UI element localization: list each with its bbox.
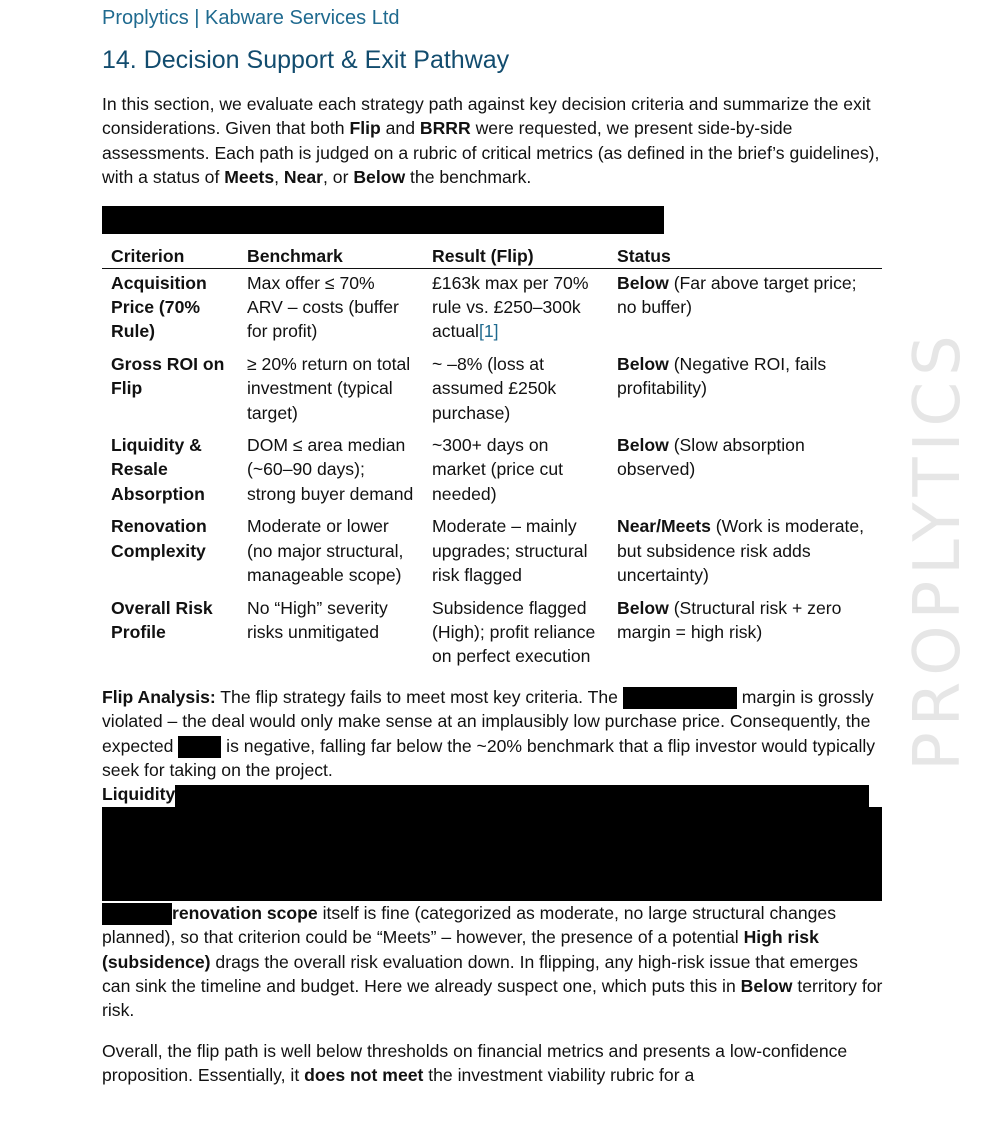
status-label: Below: [617, 353, 669, 374]
renovation-text: territory for risk.: [102, 975, 883, 1021]
intro-text: In this section, we evaluate each strategy path against key decision criteria and summarize the exit considerations. Given that both: [102, 94, 871, 139]
header-status: Status: [608, 244, 882, 269]
table-header-row: [102, 244, 882, 269]
document-page: [102, 0, 884, 1108]
status-label: Below: [617, 435, 669, 456]
intro-text: the benchmark.: [405, 167, 532, 188]
overall-paragraph: [102, 1039, 884, 1088]
flip-text: The flip strategy fails to meet most key criteria. The: [215, 686, 623, 707]
renovation-bold: renovation scope: [172, 902, 318, 923]
result-cell: [423, 268, 608, 350]
status-cell: [608, 431, 882, 512]
status-note: (Far above target price; no buffer): [617, 272, 857, 318]
criterion-cell: Gross ROI on Flip: [111, 353, 225, 399]
table-row: [102, 431, 882, 512]
redacted-term: [178, 736, 221, 758]
status-cell: [608, 350, 882, 431]
intro-bold-flip: Flip: [349, 118, 381, 139]
benchmark-cell: No “High” severity risks unmitigated: [247, 597, 388, 642]
status-cell: [608, 594, 882, 675]
criteria-table: [102, 244, 882, 675]
intro-bold-meets: Meets: [224, 167, 275, 188]
table-row: [102, 268, 882, 350]
benchmark-cell: ≥ 20% return on total investment (typical target): [247, 353, 411, 423]
flip-analysis-paragraph: [102, 685, 884, 783]
document-header: Proplytics | Kabware Services Ltd: [102, 7, 400, 29]
status-label: Below: [617, 272, 669, 293]
criterion-cell: Acquisition Price (70% Rule): [111, 272, 207, 342]
renovation-text: itself is fine (categorized as moderate, no large structural changes planned), so that criterion could be “Meets” – however, the presence of a potential: [102, 902, 836, 948]
status-label: Below: [617, 597, 669, 618]
intro-bold-below: Below: [353, 167, 406, 188]
status-note: (Work is moderate, but subsidence risk adds uncertainty): [617, 516, 865, 586]
intro-bold-near: Near: [283, 167, 324, 188]
status-cell: [608, 512, 882, 593]
intro-text: ,: [274, 167, 284, 188]
status-note: (Structural risk + zero margin = high risk): [617, 597, 842, 642]
intro-text: were requested, we present side-by-side assessments. Each path is judged on a rubric of critical metrics (as defined in the brief’s guidelines), with a status of: [102, 118, 880, 188]
watermark: [893, 200, 983, 900]
table-row: [102, 350, 882, 431]
status-label: Near/Meets: [617, 516, 711, 537]
renovation-bold: Below: [740, 975, 793, 996]
status-note: (Negative ROI, fails profitability): [617, 353, 827, 399]
overall-bold: does not meet: [304, 1065, 424, 1086]
intro-text: , or: [323, 167, 354, 188]
header-result: Result (Flip): [423, 244, 608, 269]
watermark-text: PROPLYTICS: [901, 329, 975, 771]
flip-analysis-label: Flip Analysis:: [102, 686, 216, 707]
renovation-bold: High risk (subsidence): [102, 927, 819, 972]
renovation-text: drags the overall risk evaluation down. In flipping, any high-risk issue that emerges can sink the timeline and budget. Here we already suspect one, which puts this in: [102, 951, 858, 996]
criterion-cell: Overall Risk Profile: [111, 597, 213, 642]
redacted-liquidity-text: [175, 785, 869, 807]
flip-text: margin is grossly violated – the deal would only make sense at an implausibly low purchase price. Consequently, the expected: [102, 686, 874, 756]
header-benchmark: Benchmark: [238, 244, 423, 269]
intro-text: and: [380, 118, 420, 139]
liquidity-paragraph: [102, 782, 884, 806]
overall-text: the investment viability rubric for a: [423, 1065, 695, 1086]
redacted-term: [102, 903, 172, 925]
criterion-cell: Liquidity & Resale Absorption: [111, 435, 205, 504]
result-text: £163k max per 70% rule vs. £250–300k actual: [432, 272, 589, 342]
redacted-table-caption: [102, 206, 664, 234]
criterion-cell: Renovation Complexity: [111, 516, 207, 561]
benchmark-cell: DOM ≤ area median (~60–90 days); strong buyer demand: [247, 435, 414, 504]
status-note: (Slow absorption observed): [617, 435, 805, 480]
benchmark-cell: Moderate or lower (no major structural, manageable scope): [247, 516, 404, 586]
result-cell: ~300+ days on market (price cut needed): [432, 435, 564, 504]
table-row: [102, 512, 882, 593]
citation-link[interactable]: [1]: [478, 321, 499, 342]
table-row: [102, 594, 882, 675]
result-cell: Moderate – mainly upgrades; structural risk flagged: [432, 516, 588, 586]
benchmark-cell: Max offer ≤ 70% ARV – costs (buffer for profit): [247, 272, 399, 342]
section-title: 14. Decision Support & Exit Pathway: [102, 46, 510, 74]
liquidity-label: Liquidity: [102, 784, 176, 805]
result-cell: ~ –8% (loss at assumed £250k purchase): [432, 353, 557, 423]
header-criterion: Criterion: [102, 244, 238, 269]
overall-text: Overall, the flip path is well below thresholds on financial metrics and presents a low-confidence proposition. Essentially, it: [102, 1040, 848, 1086]
result-cell: Subsidence flagged (High); profit reliance on perfect execution: [432, 597, 596, 667]
intro-bold-brrr: BRRR: [419, 118, 471, 139]
status-cell: [608, 268, 882, 350]
redacted-term: [623, 687, 737, 709]
redacted-block: [102, 807, 882, 901]
intro-paragraph: [102, 92, 884, 190]
flip-text: is negative, falling far below the ~20% benchmark that a flip investor would typically seek for taking on the project.: [102, 735, 876, 780]
renovation-paragraph: [102, 901, 884, 1023]
